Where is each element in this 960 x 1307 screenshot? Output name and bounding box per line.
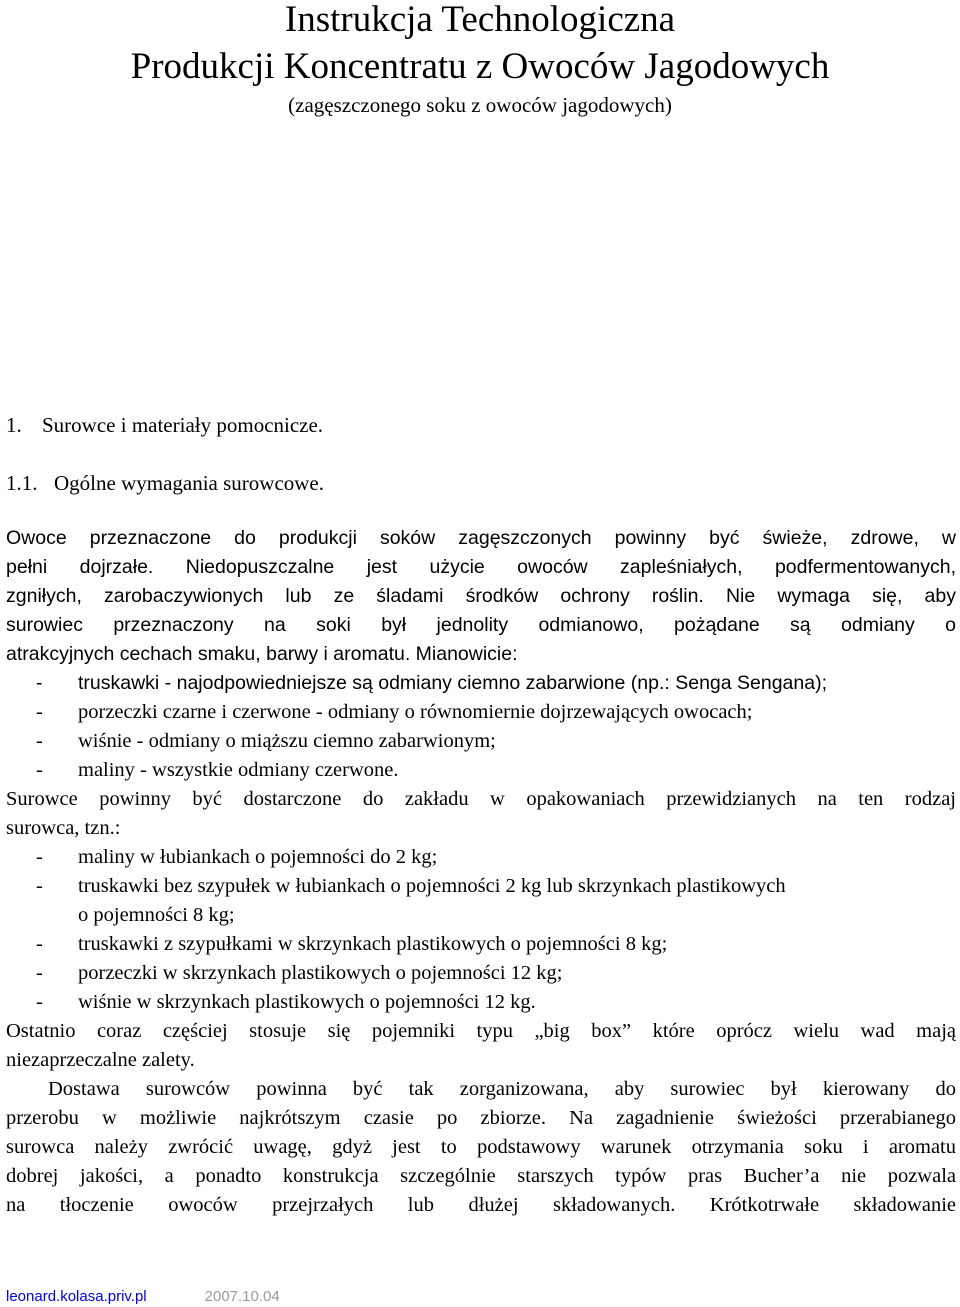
section-title: Ogólne wymagania surowcowe. [54, 471, 325, 495]
list-item: - wiśnie - odmiany o miąższu ciemno zabarwionym; [36, 730, 496, 752]
section-number: 1.1. [6, 471, 38, 495]
body-text [6, 524, 956, 1220]
list-item: - porzeczki w skrzynkach plastikowych o pojemności 12 kg; [36, 962, 563, 984]
section-heading-1 [6, 412, 323, 438]
page-footer [6, 1288, 280, 1306]
paragraph-line: dobrej jakości, a ponadto konstrukcja szczególnie starszych typów pras Bucher’a nie pozwala [6, 1165, 956, 1187]
footer-date: 2007.10.04 [204, 1288, 280, 1305]
paragraph-line: Dostawa surowców powinna być tak zorganizowana, aby surowiec był kierowany do [48, 1078, 956, 1100]
document-title-line2: Produkcji Koncentratu z Owoców Jagodowych [130, 46, 830, 87]
paragraph-line: pełni dojrzałe. Niedopuszczalne jest użycie owoców zapleśniałych, podfermentowanych, [6, 556, 956, 578]
section-heading-1-1 [6, 470, 324, 496]
section-title: Surowce i materiały pomocnicze. [42, 413, 324, 437]
list-item: - truskawki - najodpowiedniejsze są odmiany ciemno zabarwione (np.: Senga Sengana); [36, 672, 828, 694]
paragraph-line: surowca, tzn.: [6, 817, 121, 839]
paragraph-line: surowiec przeznaczony na soki był jednolity odmianowo, pożądane są odmiany o [6, 614, 956, 636]
list-item: - maliny - wszystkie odmiany czerwone. [36, 759, 399, 781]
paragraph-line: atrakcyjnych cechach smaku, barwy i aromatu. Mianowicie: [6, 643, 518, 665]
document-title-line1: Instrukcja Technologiczna [284, 0, 676, 40]
paragraph-line: niezaprzeczalne zalety. [6, 1049, 195, 1071]
list-item: - truskawki z szypułkami w skrzynkach plastikowych o pojemności 8 kg; [36, 933, 668, 955]
list-item: - wiśnie w skrzynkach plastikowych o pojemności 12 kg. [36, 991, 536, 1013]
paragraph-line: surowca należy zwrócić uwagę, gdyż jest to podstawowy warunek otrzymania soku i aromatu [6, 1136, 956, 1158]
paragraph-line: Owoce przeznaczone do produkcji soków zagęszczonych powinny być świeże, zdrowe, w [6, 527, 956, 549]
paragraph-line: przerobu w możliwie najkrótszym czasie po zbiorze. Na zagadnienie świeżości przerabianego [6, 1107, 956, 1129]
section-number: 1. [6, 413, 22, 437]
paragraph-line: Ostatnio coraz częściej stosuje się pojemniki typu „big box” które oprócz wielu wad mają [6, 1020, 956, 1042]
paragraph-line: Surowce powinny być dostarczone do zakładu w opakowaniach przewidzianych na ten rodzaj [6, 788, 956, 810]
footer-link[interactable]: leonard.kolasa.priv.pl [6, 1288, 147, 1305]
document-subtitle: (zagęszczonego soku z owoców jagodowych) [288, 93, 672, 117]
paragraph-line: zgniłych, zarobaczywionych lub ze śladami środków ochrony roślin. Nie wymaga się, aby [6, 585, 956, 607]
list-item-continuation: o pojemności 8 kg; [78, 904, 235, 926]
list-item: - truskawki bez szypułek w łubiankach o pojemności 2 kg lub skrzynkach plastikowych [36, 875, 786, 897]
list-item: - porzeczki czarne i czerwone - odmiany o równomiernie dojrzewających owocach; [36, 701, 753, 723]
list-item: - maliny w łubiankach o pojemności do 2 kg; [36, 846, 438, 868]
paragraph-line: na tłoczenie owoców przejrzałych lub dłużej składowanych. Krótkotrwałe składowanie [6, 1194, 956, 1216]
